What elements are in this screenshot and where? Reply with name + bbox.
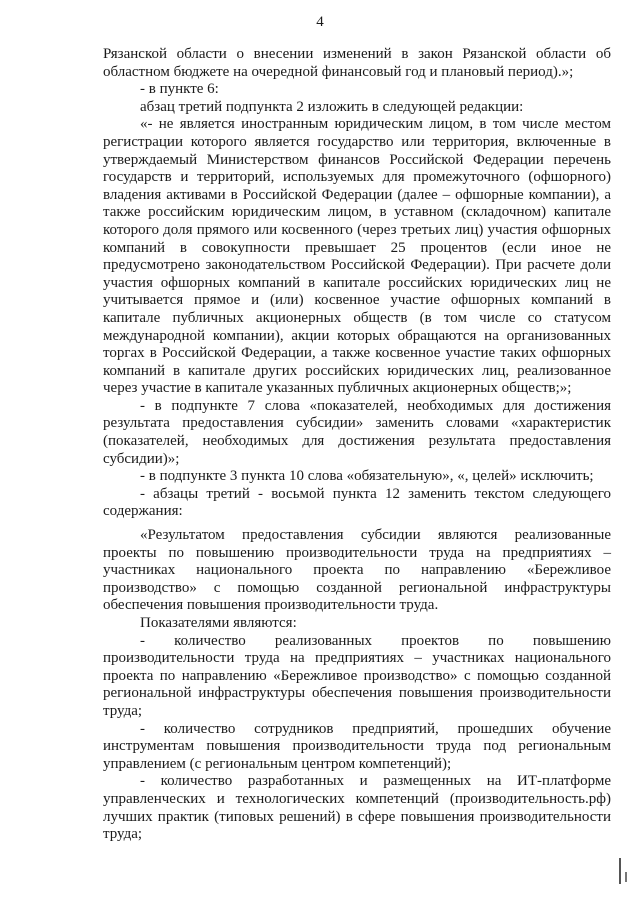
paragraph-indicator-1: - количество реализованных проектов по повышению производительности труда на предприятиях – участниках национального проекта по направлению «Бережливое производство» с помощью созданной региональной инфраструктуры обеспечения повышения производительности труда; (103, 632, 611, 719)
document-body (103, 46, 611, 844)
paragraph-indicators-heading: Показателями являются: (140, 615, 297, 631)
paragraph-abzac: абзац третий подпункта 2 изложить в следующей редакции: (140, 98, 524, 115)
paragraph-offshore: «- не является иностранным юридическим лицом, в том числе местом регистрации которого является государство или территория, включенные в утверждаемый Министерством финансов Российской Федерации перечень государств и территорий, используемых для промежуточного (офшорного) владения активами в Российской Федерации (далее – офшорные компании), а также российским юридическим лицом, в уставном (складочном) капитале которого доля прямого или косвенного (через третьих лиц) участия офшорных компаний в совокупности превышает 25 процентов (если иное не предусмотрено законодательством Российской Федерации). При расчете доли участия офшорных компаний в капитале российских юридических лиц не учитывается прямое и (или) косвенное участие офшорных компаний в капитале публичных акционерных обществ (в том числе со статусом международной компании), акции которых обращаются на организованных торгах в Российской Федерации, а также косвенное участие таких офшорных компаний в капитале других российских юридических лиц, реализованное через участие в капитале указанных публичных акционерных обществ;»; (103, 116, 611, 397)
paragraph-item-12: - абзацы третий - восьмой пункта 12 заменить текстом следующего содержания: (103, 485, 611, 520)
paragraph-indicator-3: - количество разработанных и размещенных на ИТ-платформе управленческих и технологических компетенций (производительность.рф) лучших практик (типовых решений) в сфере повышения производительности труда; (103, 773, 611, 843)
page-number: 4 (316, 14, 324, 30)
paragraph-item-6: - в пункте 6: (140, 81, 219, 98)
paragraph-subitem-7: - в подпункте 7 слова «показателей, необходимых для достижения результата предоставления субсидии» заменить словами «характеристик (показателей, необходимых для достижения результата предоставления субсидии)»; (103, 397, 611, 467)
paragraph-indicator-2: - количество сотрудников предприятий, прошедших обучение инструментам повышения производительности труда под региональным управлением (с региональным центром компетенций); (103, 720, 611, 772)
paragraph-result: «Результатом предоставления субсидии являются реализованные проекты по повышению производительности труда на предприятиях – участниках национального проекта по направлению «Бережливое производство» с помощью созданной региональной инфраструктуры обеспечения повышения производительности труда. (103, 527, 611, 614)
paragraph-continuation: Рязанской области о внесении изменений в закон Рязанской области об областном бюджете на очередной финансовый год и плановый период).»; (103, 46, 611, 80)
paragraph-item-10: - в подпункте 3 пункта 10 слова «обязательную», «, целей» исключить; (140, 468, 594, 485)
scan-artifact-mark (619, 858, 621, 884)
scan-artifact-mark-small (625, 872, 627, 882)
